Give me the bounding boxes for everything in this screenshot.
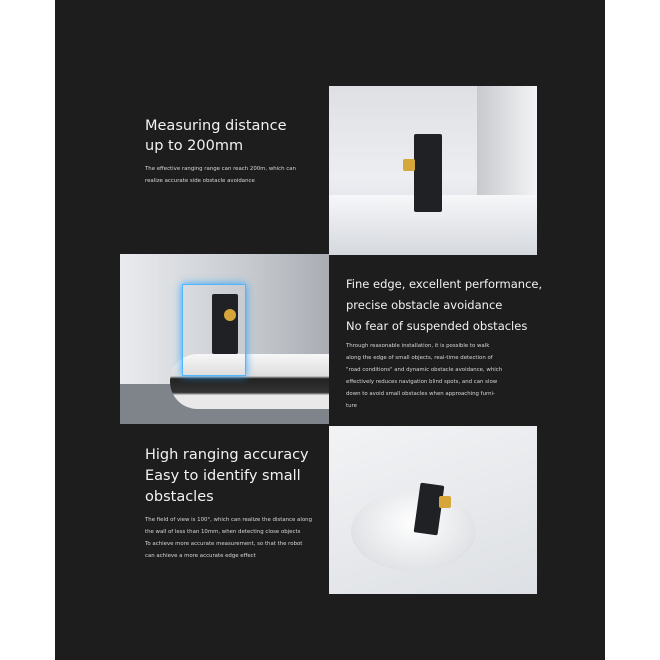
section2-body [346, 340, 502, 412]
body-line: effectively reduces navigation blind spots, and can slow [346, 379, 498, 385]
body-line: along the edge of small objects, real-time detection of [346, 355, 493, 361]
body-line: can achieve a more accurate edge effect [145, 553, 256, 559]
body-line: To achieve more accurate measurement, so that the robot [145, 541, 303, 547]
section3-body [145, 514, 312, 562]
title-line: High ranging accuracy [145, 447, 309, 463]
sensor-board-photo [329, 86, 537, 255]
title-line: obstacles [145, 489, 214, 505]
title-line: Easy to identify small [145, 468, 301, 484]
section3-title [145, 445, 309, 508]
title-line: No fear of suspended obstacles [346, 319, 528, 333]
robot-vacuum-sensor-photo [120, 254, 329, 424]
section1-body [145, 163, 296, 187]
robot-vacuum-top-photo [329, 426, 537, 594]
body-line: realize accurate side obstacle avoidance [145, 178, 255, 184]
body-line: "road conditions" and dynamic obstacle avoidance, which [346, 367, 503, 373]
body-line: The field of view is 100°, which can realize the distance along [145, 517, 312, 523]
body-line: ture [346, 403, 357, 409]
body-line: down to avoid small obstacles when approaching furni- [346, 391, 495, 397]
section2-title [346, 274, 542, 337]
section1-title [145, 116, 287, 156]
title-line: precise obstacle avoidance [346, 298, 503, 312]
title-line: Measuring distance [145, 118, 287, 134]
body-line: The effective ranging range can reach 200m, which can [145, 166, 296, 172]
body-line: Through reasonable installation, it is possible to walk [346, 343, 490, 349]
title-line: Fine edge, excellent performance, [346, 277, 543, 291]
body-line: the wall of less than 10mm, when detecting close objects [145, 529, 301, 535]
title-line: up to 200mm [145, 138, 244, 154]
